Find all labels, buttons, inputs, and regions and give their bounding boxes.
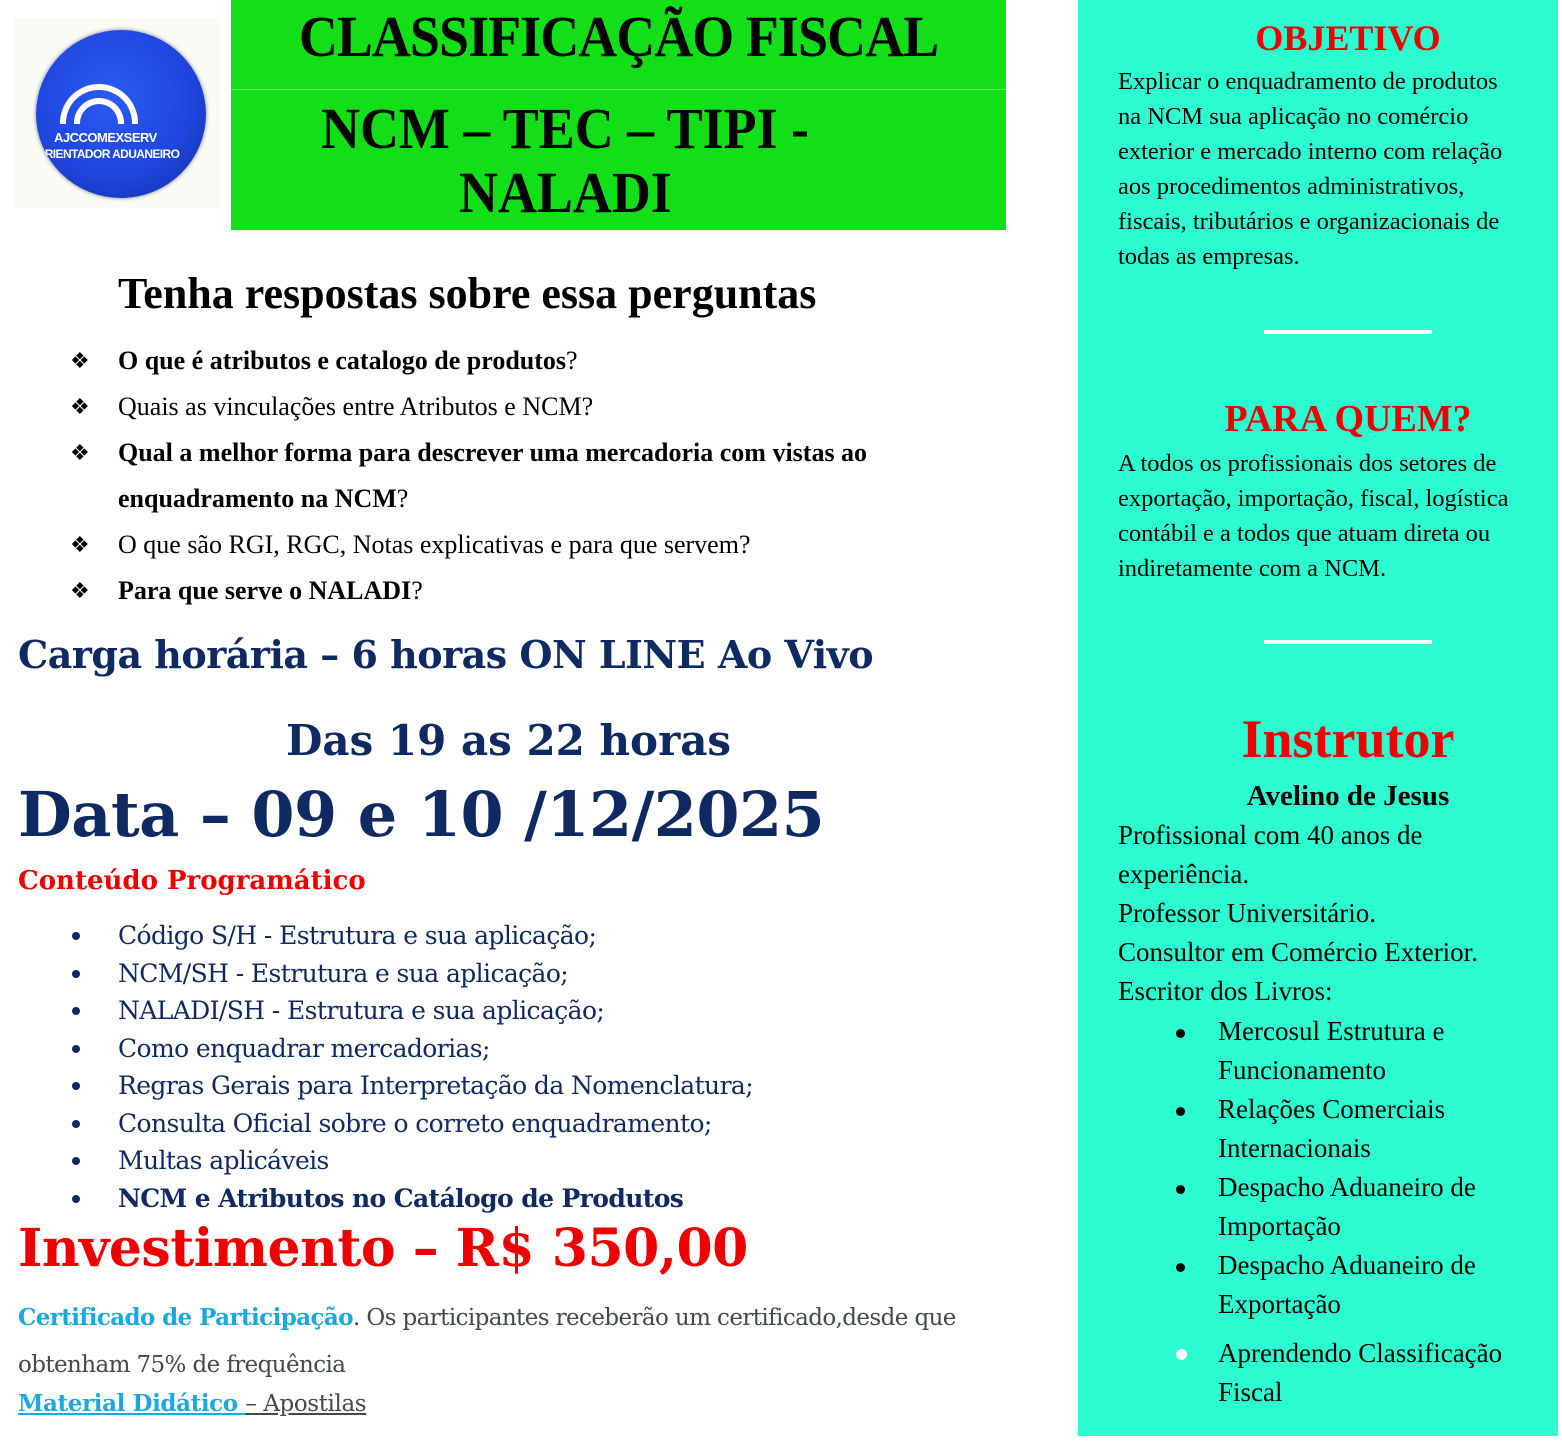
objective-heading: OBJETIVO xyxy=(1255,18,1441,58)
books-list xyxy=(1176,1012,1502,1412)
bullet-icon xyxy=(1176,1029,1185,1038)
bullet-icon xyxy=(1176,1107,1185,1116)
book-item: Aprendendo Classificação Fiscal xyxy=(1176,1334,1502,1412)
certificate-info xyxy=(18,1294,1028,1389)
instructor-bio: Profissional com 40 anos de experiência. Professor Universitário. Consultor em Comércio Exterior. Escritor dos Livros: xyxy=(1118,820,1478,1006)
book-item: Relações Comerciais Internacionais xyxy=(1176,1090,1502,1168)
logo-container xyxy=(14,18,220,208)
diamond-bullet-icon: ❖ xyxy=(70,578,90,603)
syllabus-item: Consulta Oficial sobre o correto enquadramento; xyxy=(70,1105,753,1143)
logo-text-line1: AJCCOMEXSERV xyxy=(54,130,157,145)
certificate-text: . Os participantes receberão um certificado,desde que obtenham 75% de frequência xyxy=(18,1305,956,1378)
material-link[interactable]: Material Didático xyxy=(18,1390,246,1417)
objective-text: Explicar o enquadramento de produtos na NCM sua aplicação no comércio exterior e mercado interno com relação aos procedimentos administrativos, fiscais, tributários e organizacionais de todas as empresas. xyxy=(1118,68,1503,270)
diamond-bullet-icon: ❖ xyxy=(70,532,90,557)
diamond-bullet-icon: ❖ xyxy=(70,348,90,373)
questions-list xyxy=(70,338,1030,614)
subtitle-line1: NCM – TEC – TIPI - xyxy=(321,96,810,161)
bullet-icon xyxy=(72,970,80,978)
syllabus-item: NCM/SH - Estrutura e sua aplicação; xyxy=(70,955,753,993)
instructor-name: Avelino de Jesus xyxy=(1246,780,1450,812)
audience-heading: PARA QUEM? xyxy=(1224,398,1472,440)
bullet-icon xyxy=(1176,1263,1185,1272)
question-item: ❖ Para que serve o NALADI? xyxy=(70,568,1030,614)
syllabus-item: Código S/H - Estrutura e sua aplicação; xyxy=(70,917,753,955)
time-info: Das 19 as 22 horas xyxy=(286,716,732,765)
bullet-icon xyxy=(72,1082,80,1090)
main-title: CLASSIFICAÇÃO FISCAL xyxy=(298,4,939,69)
question-item: ❖ O que é atributos e catalogo de produtos? xyxy=(70,338,1030,384)
section-divider xyxy=(1264,330,1432,334)
syllabus-item: Multas aplicáveis xyxy=(70,1142,753,1180)
syllabus-list xyxy=(70,917,753,1217)
book-item: Despacho Aduaneiro de Exportação xyxy=(1176,1246,1502,1324)
subtitle-line2: NALADI xyxy=(459,160,672,225)
syllabus-heading: Conteúdo Programático xyxy=(18,866,366,896)
title-banner xyxy=(231,0,1006,230)
instructor-heading: Instrutor xyxy=(1241,709,1455,769)
company-logo xyxy=(36,30,206,198)
diamond-bullet-icon: ❖ xyxy=(70,440,90,465)
question-item: ❖ O que são RGI, RGC, Notas explicativas e para que servem? xyxy=(70,522,1030,568)
sidebar-panel xyxy=(1078,0,1558,1436)
question-item: ❖ Qual a melhor forma para descrever uma mercadoria com vistas ao enquadramento na NCM? xyxy=(70,430,1030,522)
certificate-label: Certificado de Participação xyxy=(18,1304,353,1331)
price-info: Investimento – R$ 350,00 xyxy=(18,1218,748,1279)
bullet-icon xyxy=(72,1045,80,1053)
logo-text-line2: ORIENTADOR ADUANEIRO xyxy=(36,147,180,161)
title-divider xyxy=(231,89,1006,90)
book-item: Mercosul Estrutura e Funcionamento xyxy=(1176,1012,1502,1090)
bullet-icon xyxy=(1176,1185,1185,1194)
material-text: – Apostilas xyxy=(245,1391,367,1417)
book-item: Despacho Aduaneiro de Importação xyxy=(1176,1168,1502,1246)
bullet-icon xyxy=(72,1120,80,1128)
bullet-icon xyxy=(72,932,80,940)
syllabus-item: NCM e Atributos no Catálogo de Produtos xyxy=(70,1180,753,1218)
questions-heading: Tenha respostas sobre essa perguntas xyxy=(118,269,817,318)
workload-info: Carga horária – 6 horas ON LINE Ao Vivo xyxy=(18,632,874,677)
syllabus-item: NALADI/SH - Estrutura e sua aplicação; xyxy=(70,992,753,1030)
diamond-bullet-icon: ❖ xyxy=(70,394,90,419)
syllabus-item: Regras Gerais para Interpretação da Nomenclatura; xyxy=(70,1067,753,1105)
section-divider xyxy=(1264,640,1432,644)
bullet-icon xyxy=(1176,1349,1187,1360)
bullet-icon xyxy=(72,1007,80,1015)
date-info: Data – 09 e 10 /12/2025 xyxy=(18,778,825,851)
bullet-icon xyxy=(72,1157,80,1165)
material-info xyxy=(18,1390,366,1417)
syllabus-item: Como enquadrar mercadorias; xyxy=(70,1030,753,1068)
question-item: ❖ Quais as vinculações entre Atributos e NCM? xyxy=(70,384,1030,430)
audience-text: A todos os profissionais dos setores de exportação, importação, fiscal, logística contábil e a todos que atuam direta ou indiretamente com a NCM. xyxy=(1118,450,1509,582)
bullet-icon xyxy=(72,1195,80,1203)
